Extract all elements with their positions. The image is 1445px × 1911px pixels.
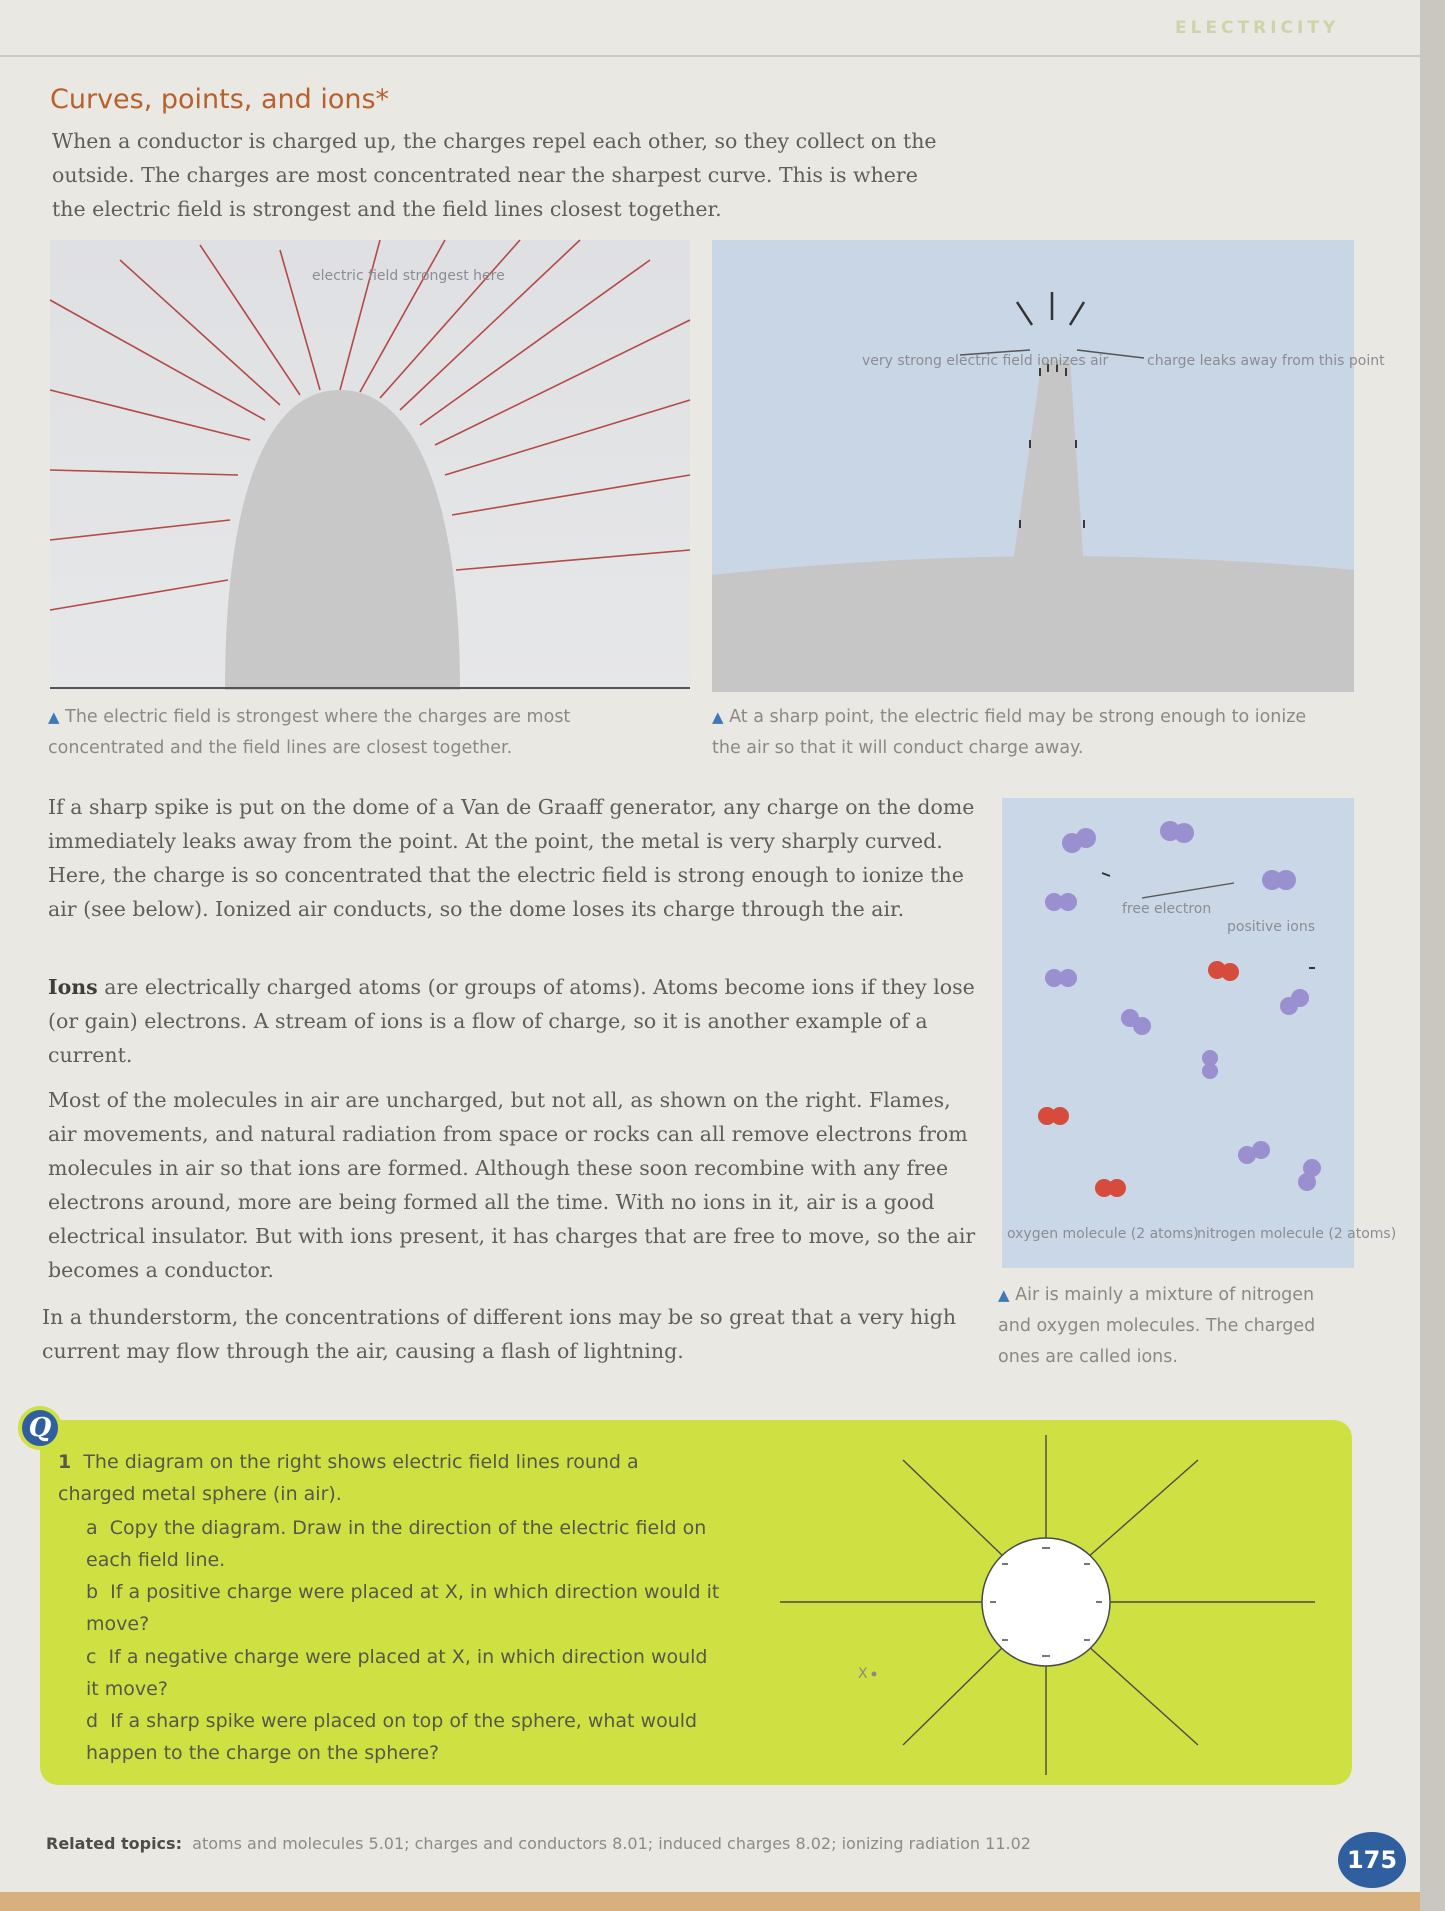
free-electron-label: free electron: [1122, 901, 1212, 917]
nitrogen-label: nitrogen molecule (2 atoms): [1197, 1226, 1397, 1242]
body-paragraph-2: Ions are electrically charged atoms (or groups of atoms). Atoms become ions if they lose (or gain) electrons. A stream of ions is a flow of charge, so it is another example of a current.: [48, 975, 975, 1067]
figure2-caption: ▲ At a sharp point, the electric field may be strong enough to ionize the air so that it will conduct charge away.: [712, 707, 1307, 758]
figure-charged-sphere: [780, 1440, 1340, 1775]
point-x-marker: [872, 1672, 877, 1677]
positive-ions-label: positive ions: [1227, 919, 1315, 935]
caption-triangle-icon: ▲: [48, 708, 60, 726]
intro-paragraph: When a conductor is charged up, the charges repel each other, so they collect on the outside. The charges are most concentrated near the sharpest curve. This is where the electric field is strongest and the field lines closest together.: [52, 129, 937, 221]
page-edge: [1420, 0, 1445, 1911]
oxygen-label: oxygen molecule (2 atoms): [1007, 1226, 1199, 1242]
term-ions: Ions: [48, 975, 98, 999]
figure2-label-right: charge leaks away from this point: [1147, 353, 1385, 369]
figure1-label: electric field strongest here: [312, 268, 505, 284]
question-icon: Q: [18, 1406, 62, 1450]
caption-triangle-icon: ▲: [998, 1286, 1010, 1304]
figure-curved-dome: [50, 240, 690, 690]
figure3-caption: ▲ Air is mainly a mixture of nitrogen and oxygen molecules. The charged ones are called ions.: [998, 1285, 1316, 1367]
related-topics: Related topics: atoms and molecules 5.01; charges and conductors 8.01; induced charges 8.02; ionizing radiation 11.02: [46, 1834, 1031, 1853]
figure-air-molecules: [1002, 798, 1397, 1268]
figure-sharp-point: [712, 240, 1385, 692]
point-x-label: X: [858, 1666, 868, 1682]
question-1: 1 The diagram on the right shows electric field lines round a charged metal sphere (in air).: [58, 1451, 639, 1505]
section-label: ELECTRICITY: [1175, 18, 1340, 38]
question-1a: a Copy the diagram. Draw in the direction of the electric field on each field line.: [86, 1517, 707, 1571]
question-1d: d If a sharp spike were placed on top of the sphere, what would happen to the charge on the sphere?: [86, 1710, 698, 1764]
caption-triangle-icon: ▲: [712, 708, 724, 726]
section-title: Curves, points, and ions*: [50, 84, 390, 115]
metal-sphere: [982, 1538, 1110, 1666]
question-1c: c If a negative charge were placed at X, in which direction would it move?: [86, 1646, 708, 1700]
body-paragraph-3: Most of the molecules in air are uncharged, but not all, as shown on the right. Flames, air movements, and natural radiation from space or rocks can all remove electrons from molecules in air so that ions are formed. Although these soon recombine with any free electrons around, more are being formed all the time. With no ions in it, air is a good electrical insulator. But with ions present, it has charges that are free to move, so the air becomes a conductor.: [48, 1088, 976, 1282]
page-number: 175: [1338, 1832, 1406, 1888]
body-paragraph-4: In a thunderstorm, the concentrations of different ions may be so great that a very high current may flow through the air, causing a flash of lightning.: [42, 1305, 957, 1363]
figure1-caption: ▲ The electric field is strongest where the charges are most concentrated and the field lines are closest together.: [48, 707, 571, 758]
body-paragraph-1: If a sharp spike is put on the dome of a Van de Graaff generator, any charge on the dome immediately leaks away from the point. At the point, the metal is very sharply curved. Here, the charge is so concentrated that the electric field is strong enough to ionize the air (see below). Ionized air conducts, so the dome loses its charge through the air.: [48, 795, 975, 921]
figure2-label-left: very strong electric field ionizes air: [862, 353, 1109, 369]
question-1b: b If a positive charge were placed at X, in which direction would it move?: [86, 1581, 720, 1635]
bottom-band: [0, 1892, 1420, 1911]
header-rule: [0, 55, 1420, 57]
